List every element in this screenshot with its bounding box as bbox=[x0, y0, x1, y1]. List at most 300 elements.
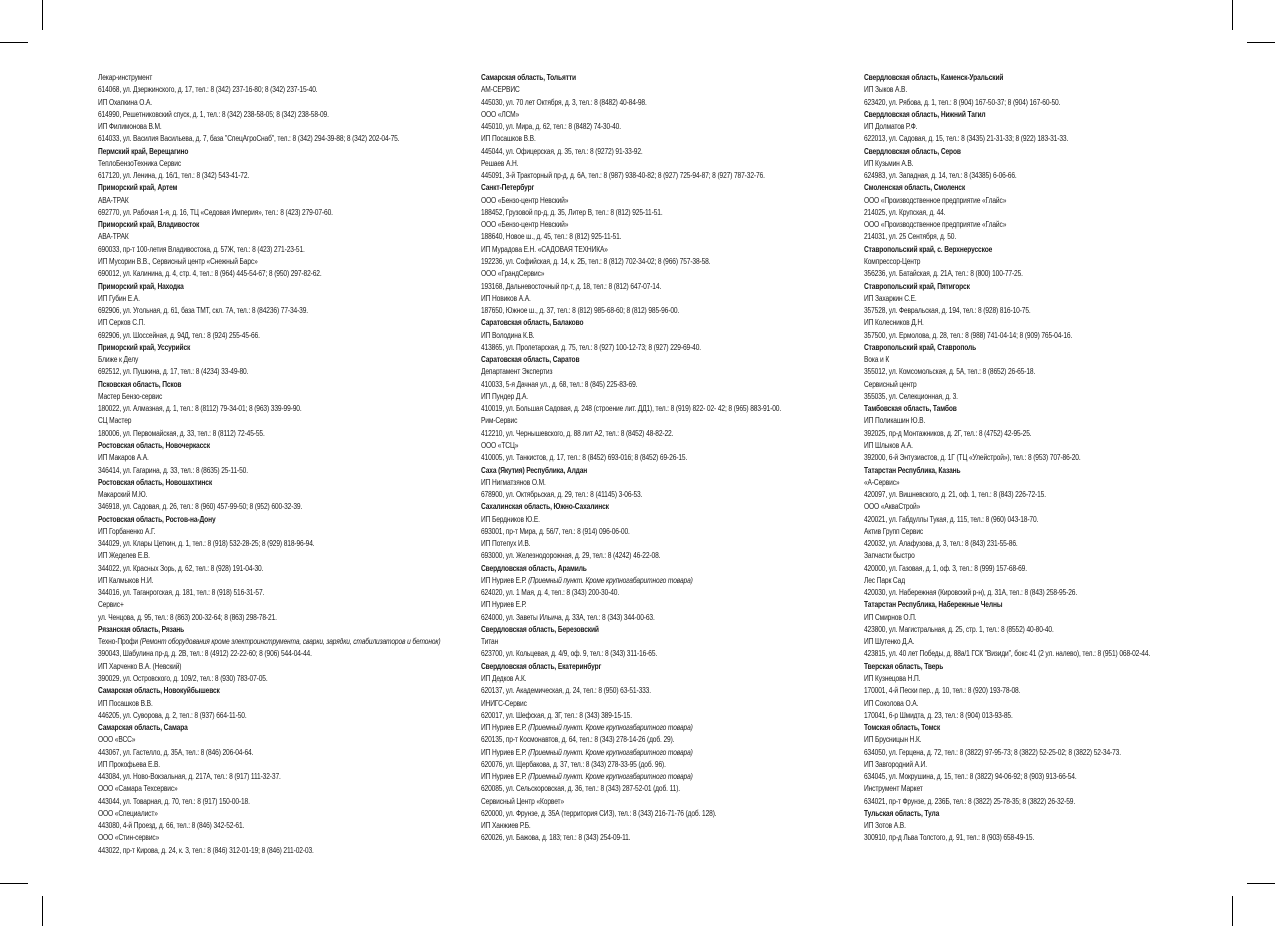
directory-line bbox=[98, 489, 473, 501]
directory-line bbox=[864, 317, 1239, 329]
directory-line bbox=[481, 415, 856, 427]
directory-line-text: 357528, ул. Февральская, д. 194, тел.: 8 (928) 816-10-75. bbox=[864, 306, 1031, 316]
directory-line bbox=[481, 722, 856, 734]
directory-line-text: 622013, ул. Садовая, д. 15, тел.: 8 (3435) 21-31-33; 8 (922) 183-31-33. bbox=[864, 134, 1069, 144]
directory-line-text: 445044, ул. Офицерская, д. 35, тел.: 8 (9272) 91-33-92. bbox=[481, 146, 643, 156]
region-heading-text: Свердловская область, Серов bbox=[864, 146, 961, 156]
directory-line bbox=[98, 121, 473, 133]
directory-line-text: 693000, ул. Железнодорожная, д. 29, тел.: 8 (4242) 46-22-08. bbox=[481, 551, 661, 561]
directory-line-text: 355012, ул. Комсомольская, д. 5А, тел.: 8 (8652) 26-65-18. bbox=[864, 367, 1036, 377]
directory-line bbox=[98, 268, 473, 280]
directory-line-text: ИП Посашков В.В. bbox=[98, 698, 153, 708]
region-heading bbox=[864, 403, 1239, 415]
directory-line-text: 188640, Новое ш., д. 45, тел.: 8 (812) 925-11-51. bbox=[481, 232, 622, 242]
directory-line bbox=[864, 293, 1239, 305]
directory-column-middle bbox=[481, 72, 856, 845]
region-heading bbox=[864, 72, 1239, 84]
directory-line bbox=[864, 256, 1239, 268]
directory-line-text: 357500, ул. Ермолова, д. 28, тел.: 8 (988) 741-04-14; 8 (909) 765-04-16. bbox=[864, 330, 1073, 340]
directory-line-text: 412210, ул. Чернышевского, д. 88 лит А2, тел.: 8 (8452) 48-82-22. bbox=[481, 428, 674, 438]
directory-line-text: 392025, пр-д Монтажников, д. 2Г, тел.: 8 (4752) 42-95-25. bbox=[864, 428, 1032, 438]
directory-line-text: 390029, ул. Островского, д. 109/2, тел.: 8 (930) 783-07-05. bbox=[98, 674, 268, 684]
region-heading bbox=[98, 477, 473, 489]
directory-line bbox=[481, 256, 856, 268]
directory-line bbox=[98, 366, 473, 378]
directory-line bbox=[864, 783, 1239, 795]
directory-line bbox=[864, 747, 1239, 759]
directory-line-text: 180022, ул. Алмазная, д. 1, тел.: 8 (8112) 79-34-01; 8 (963) 339-99-90. bbox=[98, 404, 302, 414]
directory-line-text: 187650, Южное ш., д. 37, тел.: 8 (812) 985-68-60; 8 (812) 985-96-00. bbox=[481, 306, 680, 316]
directory-line bbox=[864, 624, 1239, 636]
directory-line bbox=[481, 219, 856, 231]
directory-line-text: Титан bbox=[481, 637, 499, 647]
directory-line-text: ИП Завгородний А.И. bbox=[864, 759, 928, 769]
directory-line-text: Рим-Сервис bbox=[481, 416, 518, 426]
directory-line bbox=[98, 648, 473, 660]
directory-line-text: 192236, ул. Софийская, д. 14, к. 2Б, тел.: 8 (812) 702-34-02; 8 (966) 757-38-58. bbox=[481, 256, 711, 266]
directory-line-text: ИП Харченко В.А. (Невский) bbox=[98, 661, 182, 671]
directory-line bbox=[864, 526, 1239, 538]
directory-line-text: 623700, ул. Кольцевая, д. 4/9, оф. 9, тел.: 8 (343) 311-16-65. bbox=[481, 649, 658, 659]
directory-line-text: СЦ Мастер bbox=[98, 416, 132, 426]
region-heading bbox=[864, 182, 1239, 194]
directory-line-text: 355035, ул. Селекционная, д. 3. bbox=[864, 391, 958, 401]
directory-line-text: ИП Колесников Д.Н. bbox=[864, 318, 924, 328]
directory-line bbox=[481, 146, 856, 158]
directory-line bbox=[481, 231, 856, 243]
directory-line-text: ИП Соколова О.А. bbox=[864, 698, 919, 708]
directory-line-text: 443084, ул. Ново-Вокзальная, д. 217А, тел.: 8 (917) 111-32-37. bbox=[98, 772, 281, 782]
directory-line bbox=[481, 575, 856, 587]
region-heading-text: Санкт-Петербург bbox=[481, 183, 535, 193]
directory-line-text: ИП Шутенко Д.А. bbox=[864, 637, 915, 647]
directory-line bbox=[98, 796, 473, 808]
directory-line bbox=[864, 673, 1239, 685]
region-heading bbox=[98, 685, 473, 697]
region-heading-text: Приморский край, Артем bbox=[98, 183, 178, 193]
directory-line bbox=[864, 428, 1239, 440]
directory-line bbox=[864, 305, 1239, 317]
directory-line-text: 690012, ул. Калинина, д. 4, стр. 4, тел.: 8 (964) 445-54-67; 8 (950) 297-82-62. bbox=[98, 269, 322, 279]
directory-line bbox=[98, 710, 473, 722]
directory-line bbox=[481, 820, 856, 832]
directory-line-text: 693001, пр-т Мира, д. 56/7, тел.: 8 (914) 096-06-00. bbox=[481, 526, 630, 536]
directory-line bbox=[481, 514, 856, 526]
region-heading-text: Приморский край, Владивосток bbox=[98, 220, 200, 230]
directory-line bbox=[98, 845, 473, 857]
directory-line bbox=[864, 575, 1239, 587]
region-heading bbox=[481, 661, 856, 673]
directory-line bbox=[481, 84, 856, 96]
directory-line-text: Техно-Профи bbox=[98, 637, 140, 647]
crop-mark bbox=[1232, 896, 1233, 926]
directory-line bbox=[481, 538, 856, 550]
crop-mark bbox=[1247, 883, 1275, 884]
region-heading bbox=[98, 379, 473, 391]
directory-line bbox=[98, 673, 473, 685]
directory-line-text: 690033, пр-т 100-летия Владивостока, д. 57Ж, тел.: 8 (423) 271-23-51. bbox=[98, 244, 305, 254]
region-heading-text: Свердловская область, Арамиль bbox=[481, 563, 587, 573]
directory-line bbox=[864, 170, 1239, 182]
directory-line bbox=[98, 734, 473, 746]
directory-line bbox=[98, 661, 473, 673]
directory-line bbox=[98, 612, 473, 624]
directory-line-text: 188452, Грузовой пр-д, д. 35, Литер В, тел.: 8 (812) 925-11-51. bbox=[481, 207, 663, 217]
directory-line-text: ИП Захаркин С.Е. bbox=[864, 293, 917, 303]
directory-line bbox=[481, 685, 856, 697]
directory-line-text: 692906, ул. Шоссейная, д. 94Д, тел.: 8 (924) 255-45-66. bbox=[98, 330, 260, 340]
region-heading-text: Тамбовская область, Тамбов bbox=[864, 404, 957, 414]
directory-line bbox=[481, 489, 856, 501]
directory-line bbox=[864, 587, 1239, 599]
directory-line bbox=[98, 293, 473, 305]
directory-line-text: 620000, ул. Фрунзе, д. 35А (территория СИЗ), тел.: 8 (343) 216-71-76 (доб. 128). bbox=[481, 808, 717, 818]
directory-line bbox=[481, 710, 856, 722]
region-heading-text: Приморский край, Находка bbox=[98, 281, 184, 291]
directory-line-text: ИНИГС-Сервис bbox=[481, 698, 527, 708]
directory-line bbox=[98, 415, 473, 427]
directory-line-text: АВА-ТРАК bbox=[98, 195, 129, 205]
directory-line bbox=[98, 759, 473, 771]
region-heading-text: Самарская область, Тольятти bbox=[481, 73, 576, 82]
directory-line-text: 443067, ул. Гастелло, д. 35А, тел.: 8 (846) 206-04-64. bbox=[98, 747, 254, 757]
directory-line-text: ИП Поликашин Ю.В. bbox=[864, 416, 926, 426]
directory-line bbox=[98, 698, 473, 710]
directory-line-text: 170001, 4-й Пески пер., д. 10, тел.: 8 (920) 193-78-08. bbox=[864, 686, 1021, 696]
region-heading bbox=[864, 244, 1239, 256]
directory-line bbox=[98, 72, 473, 84]
directory-line bbox=[481, 636, 856, 648]
directory-line bbox=[98, 354, 473, 366]
region-heading bbox=[98, 722, 473, 734]
directory-line-text: 620076, ул. Щербакова, д. 37, тел.: 8 (343) 278-33-95 (доб. 96). bbox=[481, 759, 666, 769]
directory-line bbox=[481, 734, 856, 746]
region-heading bbox=[481, 501, 856, 513]
directory-line bbox=[864, 133, 1239, 145]
directory-line bbox=[98, 391, 473, 403]
directory-line bbox=[864, 710, 1239, 722]
region-heading bbox=[864, 109, 1239, 121]
directory-line bbox=[481, 109, 856, 121]
directory-line-text: 170041, 6-р Шмидта, д. 23, тел.: 8 (904) 013-93-85. bbox=[864, 710, 1013, 720]
directory-line-text: 620085, ул. Сельскоровская, д. 36, тел.: 8 (343) 287-52-01 (доб. 11). bbox=[481, 784, 681, 794]
directory-line-text: Мастер Бензо-сервис bbox=[98, 391, 163, 401]
directory-line-text: ООО «ГрандСервис» bbox=[481, 269, 545, 279]
region-heading bbox=[98, 146, 473, 158]
directory-line-text: 410005, ул. Танкистов, д. 17, тел.: 8 (8452) 693-016; 8 (8452) 69-26-15. bbox=[481, 453, 688, 463]
directory-line bbox=[481, 195, 856, 207]
directory-line-text: 443080, 4-й Проезд, д. 66, тел.: 8 (846) 342-52-61. bbox=[98, 821, 245, 831]
directory-note: (Приемный пункт. Кроме крупногабаритного товара) bbox=[528, 723, 693, 733]
directory-line-text: ИП Пундер Д.А. bbox=[481, 391, 529, 401]
region-heading-text: Свердловская область, Каменск-Уральский bbox=[864, 73, 1004, 82]
region-heading-text: Ростовская область, Новочеркасск bbox=[98, 440, 210, 450]
region-heading-text: Пермский край, Верещагино bbox=[98, 146, 189, 156]
directory-line-text: Макарский М.Ю. bbox=[98, 490, 148, 500]
directory-note: (Приемный пункт. Кроме крупногабаритного товара) bbox=[528, 575, 693, 585]
directory-line bbox=[98, 84, 473, 96]
directory-line-text: 620026, ул. Бажова, д. 183; тел.: 8 (343) 254-09-11. bbox=[481, 833, 631, 843]
directory-line bbox=[98, 501, 473, 513]
region-heading-text: Свердловская область, Нижний Тагил bbox=[864, 109, 986, 119]
directory-line bbox=[481, 440, 856, 452]
region-heading-text: Томская область, Томск bbox=[864, 723, 941, 733]
directory-line bbox=[864, 698, 1239, 710]
directory-line-text: 446205, ул. Суворова, д. 2, тел.: 8 (937) 664-11-50. bbox=[98, 710, 247, 720]
region-heading-text: Сахалинская область, Южно-Сахалинск bbox=[481, 502, 609, 512]
directory-line bbox=[481, 170, 856, 182]
directory-line bbox=[481, 281, 856, 293]
directory-line-text: ООО «Производственное предприятие «Глайс» bbox=[864, 195, 1007, 205]
directory-line-text: 624983, ул. Западная, д. 14, тел.: 8 (34385) 6-06-66. bbox=[864, 171, 1017, 181]
region-heading bbox=[864, 722, 1239, 734]
directory-line bbox=[864, 207, 1239, 219]
directory-line-text: ИП Кузьмин А.В. bbox=[864, 158, 914, 168]
region-heading bbox=[98, 281, 473, 293]
directory-line bbox=[864, 489, 1239, 501]
directory-line bbox=[864, 219, 1239, 231]
directory-line bbox=[98, 832, 473, 844]
region-heading-text: Свердловская область, Березовский bbox=[481, 624, 599, 634]
directory-line-text: ИП Смирнов О.П. bbox=[864, 612, 917, 622]
directory-line bbox=[98, 403, 473, 415]
directory-line bbox=[481, 97, 856, 109]
directory-line bbox=[864, 477, 1239, 489]
directory-column-right bbox=[864, 72, 1239, 845]
directory-line bbox=[481, 648, 856, 660]
region-heading-text: Ростовская область, Новошахтинск bbox=[98, 477, 213, 487]
directory-line bbox=[864, 648, 1239, 660]
region-heading bbox=[481, 354, 856, 366]
region-heading-text: Ростовская область, Ростов-на-Дону bbox=[98, 514, 216, 524]
directory-line-text: 678900, ул. Октябрьская, д. 29, тел.: 8 (41145) 3-06-53. bbox=[481, 490, 643, 500]
directory-line-text: 390043, Шабулина пр-д, д. 2В, тел.: 8 (4912) 22-22-60; 8 (906) 544-04-44. bbox=[98, 649, 312, 659]
directory-line-text: ИП Филимонова В.М. bbox=[98, 122, 162, 132]
directory-line bbox=[98, 305, 473, 317]
region-heading bbox=[864, 342, 1239, 354]
directory-line bbox=[864, 550, 1239, 562]
directory-line-text: 445091, 3-й Тракторный пр-д, д. 6А, тел.: 8 (987) 938-40-82; 8 (927) 725-94-87; 8 (927) 787-32-76. bbox=[481, 171, 765, 181]
directory-line bbox=[481, 832, 856, 844]
directory-line bbox=[481, 158, 856, 170]
region-heading bbox=[481, 317, 856, 329]
directory-line-text: ООО «Специалист» bbox=[98, 808, 158, 818]
directory-line-text: АМ-СЕРВИС bbox=[481, 85, 520, 95]
directory-line bbox=[98, 575, 473, 587]
directory-line-text: Сервисный Центр «Корвет» bbox=[481, 796, 565, 806]
directory-line-text: ИП Нуриев Е.Р. bbox=[481, 723, 529, 733]
directory-line bbox=[864, 158, 1239, 170]
directory-line-text: 392000, 6-й Энтузиастов, д. 1Г (ТЦ «Улейстрой»), тел.: 8 (953) 707-86-20. bbox=[864, 453, 1081, 463]
directory-line bbox=[481, 428, 856, 440]
directory-line-text: ИП Горбаненко А.Г. bbox=[98, 526, 156, 536]
directory-column-left bbox=[98, 72, 473, 857]
region-heading bbox=[98, 514, 473, 526]
directory-line bbox=[481, 379, 856, 391]
directory-line bbox=[864, 84, 1239, 96]
directory-line-text: Вока и К bbox=[864, 355, 890, 365]
directory-line bbox=[481, 391, 856, 403]
directory-line bbox=[864, 415, 1239, 427]
region-heading bbox=[481, 72, 856, 84]
region-heading bbox=[481, 624, 856, 636]
region-heading bbox=[481, 465, 856, 477]
directory-line-text: ул. Ченцова, д. 95, тел.: 8 (863) 200-32-64; 8 (863) 298-78-21. bbox=[98, 612, 277, 622]
directory-line bbox=[98, 207, 473, 219]
directory-line bbox=[864, 563, 1239, 575]
directory-line bbox=[98, 158, 473, 170]
region-heading bbox=[864, 599, 1239, 611]
directory-line-text: ИП Новиков А.А. bbox=[481, 293, 531, 303]
directory-line-text: ИП Прокофьева Е.В. bbox=[98, 759, 161, 769]
region-heading-text: Татарстан Республика, Казань bbox=[864, 465, 961, 475]
directory-line-text: 410019, ул. Большая Садовая, д. 248 (строение лит. ДД1), тел.: 8 (919) 822- 02- 42; 8 (965) 883-91-00. bbox=[481, 404, 782, 414]
directory-line bbox=[481, 366, 856, 378]
directory-line-text: 300910, пр-д Льва Толстого, д. 91, тел.: 8 (903) 658-49-15. bbox=[864, 833, 1035, 843]
directory-line-text: ООО «АкваСтрой» bbox=[864, 502, 921, 512]
directory-line bbox=[481, 759, 856, 771]
directory-line bbox=[864, 452, 1239, 464]
directory-line bbox=[864, 685, 1239, 697]
crop-mark bbox=[0, 42, 28, 43]
directory-line bbox=[481, 477, 856, 489]
directory-line bbox=[864, 832, 1239, 844]
directory-line-text: 423800, ул. Магистральная, д. 25, стр. 1, тел.: 8 (8552) 40-80-40. bbox=[864, 624, 1054, 634]
directory-line bbox=[864, 354, 1239, 366]
directory-line-text: ИП Посашков В.В. bbox=[481, 134, 536, 144]
directory-line bbox=[98, 170, 473, 182]
directory-line-text: ИП Брусницын Н.К. bbox=[864, 735, 922, 745]
directory-line-text: ИП Нуриев Е.Р. bbox=[481, 600, 527, 610]
directory-line-text: ИП Макаров А.А. bbox=[98, 453, 149, 463]
directory-line-text: 443044, ул. Товарная, д. 70, тел.: 8 (917) 150-00-18. bbox=[98, 796, 250, 806]
directory-line bbox=[864, 268, 1239, 280]
region-heading bbox=[864, 146, 1239, 158]
region-heading bbox=[481, 182, 856, 194]
directory-line bbox=[481, 305, 856, 317]
directory-line-text: ИП Бердников Ю.Е. bbox=[481, 514, 540, 524]
region-heading-text: Саратовская область, Саратов bbox=[481, 355, 580, 365]
directory-line bbox=[98, 771, 473, 783]
directory-line-text: ИП Серков С.П. bbox=[98, 318, 146, 328]
directory-line-text: Ближе к Делу bbox=[98, 355, 139, 365]
directory-line-text: ООО «Стин-сервис» bbox=[98, 833, 160, 843]
directory-line-text: 624020, ул. 1 Мая, д. 4, тел.: 8 (343) 200-30-40. bbox=[481, 588, 620, 598]
directory-line-text: 413865, ул. Пролетарская, д. 75, тел.: 8 (927) 100-12-73; 8 (927) 229-69-40. bbox=[481, 342, 702, 352]
directory-line-text: ИП Зыков А.В. bbox=[864, 85, 908, 95]
directory-line-text: ИП Мусорин В.В., Сервисный центр «Снежный Барс» bbox=[98, 256, 258, 266]
directory-line bbox=[98, 783, 473, 795]
directory-line bbox=[98, 599, 473, 611]
directory-line-text: 356236, ул. Батайская, д. 21А, тел.: 8 (800) 100-77-25. bbox=[864, 269, 1023, 279]
directory-line-text: 692906, ул. Угольная, д. 61, база ТМТ, скл. 7А, тел.: 8 (84236) 77-34-39. bbox=[98, 306, 309, 316]
directory-line-text: «А-Сервис» bbox=[864, 477, 900, 487]
directory-line-text: 344029, ул. Клары Цеткин, д. 1, тел.: 8 (918) 532-28-25; 8 (929) 818-96-94. bbox=[98, 539, 315, 549]
region-heading-text: Самарская область, Самара bbox=[98, 723, 188, 733]
directory-line-text: ИП Охапкина О.А. bbox=[98, 97, 153, 107]
directory-line-text: АВА-ТРАК bbox=[98, 232, 129, 242]
directory-line-text: 193168, Дальневосточный пр-т, д. 18, тел.: 8 (812) 647-07-14. bbox=[481, 281, 662, 291]
directory-line-text: 180006, ул. Первомайская, д. 33, тел.: 8 (8112) 72-45-55. bbox=[98, 428, 265, 438]
region-heading-text: Татарстан Республика, Набережные Челны bbox=[864, 600, 1003, 610]
directory-line-text: ИП Нигматзянов О.М. bbox=[481, 477, 546, 487]
directory-line-text: Актив Групп Сервис bbox=[864, 526, 924, 536]
directory-line bbox=[481, 526, 856, 538]
directory-line bbox=[481, 599, 856, 611]
directory-line-text: ТеплоБензоТехника Сервис bbox=[98, 158, 182, 168]
directory-line-text: 692512, ул. Пушкина, д. 17, тел.: 8 (4234) 33-49-80. bbox=[98, 367, 249, 377]
region-heading-text: Тверская область, Тверь bbox=[864, 661, 944, 671]
directory-line-text: 614068, ул. Дзержинского, д. 17, тел.: 8 (342) 237-16-80; 8 (342) 237-15-40. bbox=[98, 85, 318, 95]
directory-line-text: 634045, ул. Мокрушина, д. 15, тел.: 8 (3822) 94-06-92; 8 (903) 913-66-54. bbox=[864, 772, 1077, 782]
directory-line-text: 420032, ул. Алафузова, д. 3, тел.: 8 (843) 231-55-86. bbox=[864, 539, 1018, 549]
directory-line-text: Департамент Экспертиз bbox=[481, 367, 553, 377]
directory-line-text: ИП Долматов Р.Ф. bbox=[864, 122, 918, 132]
directory-line-text: ИП Нуриев Е.Р. bbox=[481, 575, 529, 585]
directory-line-text: 620137, ул. Академическая, д. 24, тел.: 8 (950) 63-51-333. bbox=[481, 686, 651, 696]
directory-line bbox=[98, 256, 473, 268]
directory-line-text: 410033, 5-я Дачная ул., д. 68, тел.: 8 (845) 225-83-69. bbox=[481, 379, 638, 389]
directory-line bbox=[98, 231, 473, 243]
crop-mark bbox=[42, 0, 43, 30]
directory-line bbox=[864, 366, 1239, 378]
directory-line bbox=[98, 465, 473, 477]
region-heading-text: Приморский край, Уссурийск bbox=[98, 342, 191, 352]
directory-line bbox=[864, 514, 1239, 526]
directory-line-text: ИП Зотов А.В. bbox=[864, 821, 906, 831]
directory-line-text: 620017, ул. Шефская, д. 3Г, тел.: 8 (343) 389-15-15. bbox=[481, 710, 632, 720]
region-heading bbox=[864, 661, 1239, 673]
directory-line bbox=[481, 747, 856, 759]
directory-line bbox=[864, 501, 1239, 513]
directory-line bbox=[481, 698, 856, 710]
directory-line-text: 420021, ул. Габдуллы Тукая, д. 115, тел.: 8 (960) 043-18-70. bbox=[864, 514, 1039, 524]
directory-line-text: 420030, ул. Набережная (Кировский р-н), д. 31А, тел.: 8 (843) 258-95-26. bbox=[864, 588, 1078, 598]
directory-line-text: 634050, ул. Герцена, д. 72, тел.: 8 (3822) 97-95-73; 8 (3822) 52-25-02; 8 (3822) 52-34-73. bbox=[864, 747, 1121, 757]
directory-line-text: 620135, пр-т Космонавтов, д. 64, тел.: 8 (343) 278-14-26 (доб. 29). bbox=[481, 735, 675, 745]
directory-line-text: ИП Жеделев Е.В. bbox=[98, 551, 150, 561]
directory-line-text: ИП Володина К.В. bbox=[481, 330, 535, 340]
directory-line-text: 614033, ул. Василия Васильева, д. 7, база "СпецАгроСнаб", тел.: 8 (342) 294-39-88; 8 (342) 202-04-75. bbox=[98, 134, 400, 144]
directory-line bbox=[98, 428, 473, 440]
directory-line bbox=[481, 452, 856, 464]
directory-note: (Приемный пункт. Кроме крупногабаритного товара) bbox=[528, 772, 693, 782]
region-heading-text: Ставропольский край, Пятигорск bbox=[864, 281, 970, 291]
directory-line bbox=[98, 452, 473, 464]
region-heading-text: Саха (Якутия) Республика, Алдан bbox=[481, 465, 588, 475]
region-heading-text: Ставропольский край, с. Верхнерусское bbox=[864, 244, 993, 254]
directory-line bbox=[864, 231, 1239, 243]
region-heading bbox=[98, 182, 473, 194]
region-heading-text: Смоленская область, Смоленск bbox=[864, 183, 966, 193]
region-heading-text: Псковская область, Псков bbox=[98, 379, 182, 389]
directory-line bbox=[864, 612, 1239, 624]
directory-line-text: ООО «ЛСМ» bbox=[481, 109, 520, 119]
directory-line bbox=[481, 783, 856, 795]
directory-note: (Ремонт оборудования кроме электроинструмента, сварки, зарядки, стабилизаторов и бетонок) bbox=[139, 637, 441, 647]
directory-line-text: ООО «Бензо-центр Невский» bbox=[481, 195, 569, 205]
directory-line bbox=[98, 330, 473, 342]
region-heading bbox=[481, 563, 856, 575]
directory-line-text: Решаев А.Н. bbox=[481, 158, 519, 168]
directory-line-text: 420097, ул. Вишневского, д. 21, оф. 1, тел.: 8 (843) 226-72-15. bbox=[864, 490, 1046, 500]
directory-line-text: ООО «Самара Техсервис» bbox=[98, 784, 178, 794]
directory-line-text: 423815, ул. 40 лет Победы, д. 88а/1 ГСК "Визиди", бокс 41 (2 ул. налево), тел.: 8 (951) 068-02-44. bbox=[864, 649, 1151, 659]
directory-line-text: 214031, ул. 25 Сентября, д. 50. bbox=[864, 232, 957, 242]
region-heading bbox=[864, 281, 1239, 293]
directory-line-text: ИП Дедков А.К. bbox=[481, 674, 527, 684]
directory-line bbox=[98, 133, 473, 145]
